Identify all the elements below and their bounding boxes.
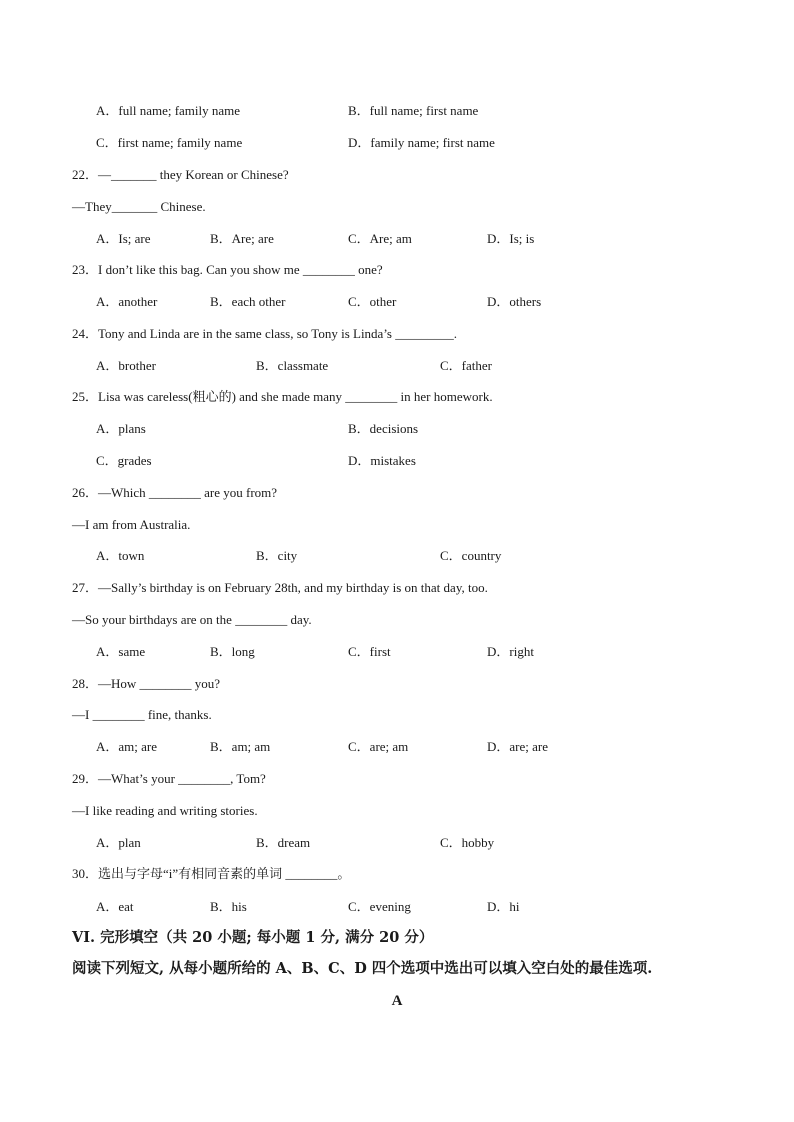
q26-response [0,515,794,535]
q30-option-c[interactable]: C．evening [348,899,411,914]
q24-option-b[interactable]: B．classmate [256,358,329,373]
q21-option-c[interactable]: C．first name; family name [96,135,243,150]
q24-option-c[interactable]: C．father [440,358,492,373]
q24-prompt [0,324,794,344]
q27-question-text: 27．—Sally’s birthday is on February 28th, and my birthday is on that day, too. [72,580,488,595]
q26-option-b[interactable]: B．city [256,548,298,563]
q22-option-d[interactable]: D．Is; is [487,231,535,246]
q23-option-c[interactable]: C．other [348,294,397,309]
q22-response-text: —They_______ Chinese. [72,199,206,214]
q24-question-text: 24．Tony and Linda are in the same class, so Tony is Linda’s _________. [72,326,457,341]
q27-option-c[interactable]: C．first [348,644,391,659]
q22-response [0,197,794,217]
q26-options [0,546,794,566]
q28-question-text: 28．—How ________ you? [72,676,221,691]
q21-option-a[interactable]: A．full name; family name [96,103,241,118]
q25-option-b[interactable]: B．decisions [348,421,419,436]
q27-response [0,610,794,630]
q21-options-row-2 [0,133,794,153]
q30-option-a[interactable]: A．eat [96,899,134,914]
q21-option-b[interactable]: B．full name; first name [348,103,479,118]
q22-options [0,229,794,249]
q29-prompt [0,769,794,789]
q30-option-d[interactable]: D．hi [487,899,520,914]
q26-prompt [0,483,794,503]
section-instruction: 阅读下列短文, 从每小题所给的 A、B、C、D 四个选项中选出可以填入空白处的最佳选项. [72,960,653,977]
q25-options-row-1 [0,419,794,439]
q28-option-d[interactable]: D．are; are [487,739,548,754]
q27-options [0,642,794,662]
q29-options [0,833,794,853]
q22-option-a[interactable]: A．Is; are [96,231,151,246]
q29-option-c[interactable]: C．hobby [440,835,495,850]
q23-option-d[interactable]: D．others [487,294,542,309]
q26-question-text: 26．—Which ________ are you from? [72,485,278,500]
q21-option-d[interactable]: D．family name; first name [348,135,495,150]
q23-options [0,292,794,312]
q28-option-a[interactable]: A．am; are [96,739,158,754]
q28-response [0,705,794,725]
q28-prompt [0,674,794,694]
q25-option-c[interactable]: C．grades [96,453,152,468]
q22-option-b[interactable]: B．Are; are [210,231,274,246]
q30-option-b[interactable]: B．his [210,899,247,914]
q28-options [0,737,794,757]
q27-response-text: —So your birthdays are on the ________ day. [72,612,312,627]
q29-question-text: 29．—What’s your ________, Tom? [72,771,266,786]
q24-option-a[interactable]: A．brother [96,358,156,373]
q26-option-a[interactable]: A．town [96,548,145,563]
passage-label: A [391,993,403,1009]
q30-options [0,897,794,917]
q27-option-d[interactable]: D．right [487,644,534,659]
q29-response-text: —I like reading and writing stories. [72,803,258,818]
q27-option-a[interactable]: A．same [96,644,146,659]
q23-question-text: 23．I don’t like this bag. Can you show me ________ one? [72,262,383,277]
q25-prompt [0,387,794,407]
q25-option-d[interactable]: D．mistakes [348,453,416,468]
q25-options-row-2 [0,451,794,471]
q29-option-b[interactable]: B．dream [256,835,311,850]
q26-option-c[interactable]: C．country [440,548,502,563]
q22-option-c[interactable]: C．Are; am [348,231,412,246]
q28-option-b[interactable]: B．am; am [210,739,271,754]
q27-prompt [0,578,794,598]
q24-options [0,356,794,376]
q23-option-a[interactable]: A．another [96,294,158,309]
q27-option-b[interactable]: B．long [210,644,255,659]
q30-prompt [0,864,794,884]
q29-option-a[interactable]: A．plan [96,835,141,850]
q28-option-c[interactable]: C．are; am [348,739,409,754]
q30-question-text: 30．选出与字母“i”有相同音素的单词 ________。 [72,866,351,881]
q21-options-row-1 [0,101,794,121]
q23-option-b[interactable]: B．each other [210,294,286,309]
q28-response-text: —I ________ fine, thanks. [72,707,212,722]
q26-response-text: —I am from Australia. [72,517,191,532]
q22-prompt [0,165,794,185]
q29-response [0,801,794,821]
q23-prompt [0,260,794,280]
q25-option-a[interactable]: A．plans [96,421,146,436]
q25-question-text: 25．Lisa was careless(粗心的) and she made many ________ in her homework. [72,389,493,404]
section-heading: VI. 完形填空（共 20 小题; 每小题 1 分, 满分 20 分） [72,929,434,946]
q22-question-text: 22．—_______ they Korean or Chinese? [72,167,289,182]
